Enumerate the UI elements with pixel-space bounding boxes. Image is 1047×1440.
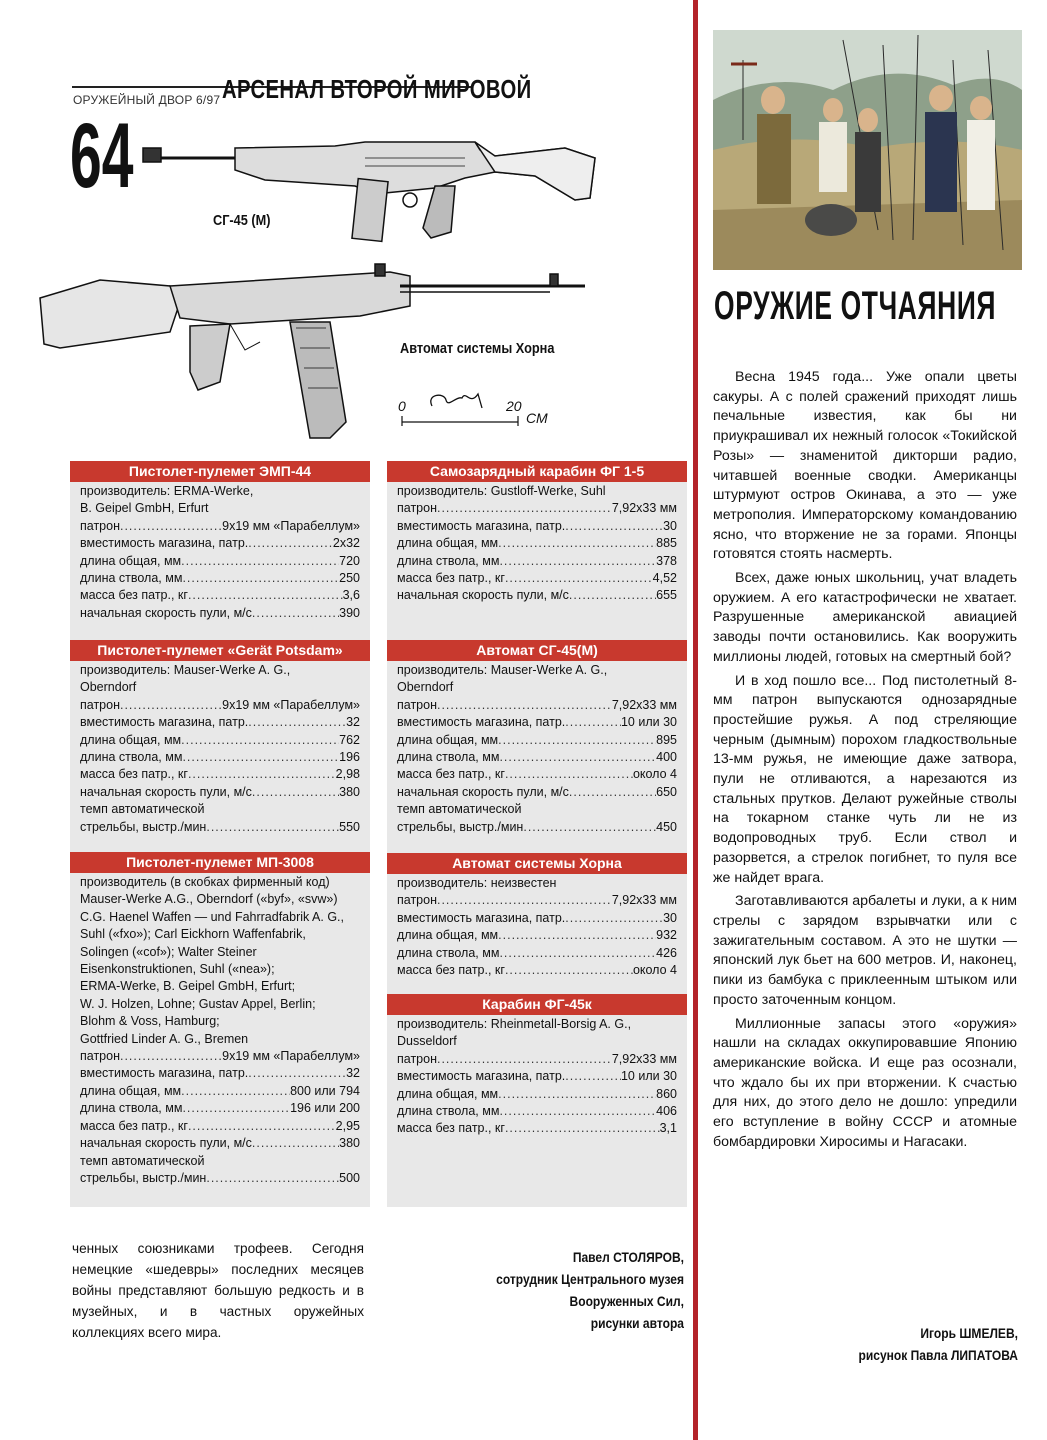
spec-row-value: 895: [656, 732, 677, 747]
scale-zero: 0: [398, 398, 406, 414]
author-credit: рисунок Павла ЛИПАТОВА: [858, 1347, 1018, 1363]
section-title: АРСЕНАЛ ВТОРОЙ МИРОВОЙ: [222, 74, 532, 104]
spec-row-value: 762: [339, 732, 360, 747]
author-name: Игорь ШМЕЛЕВ,: [920, 1325, 1018, 1341]
spec-row-label: масса без патр., кг: [80, 588, 188, 603]
spec-row-label: длина общая, мм: [80, 732, 182, 747]
spec-row-value: 380: [339, 784, 360, 799]
spec-row-value: 7,92x33 мм: [611, 697, 677, 712]
column-divider: [693, 0, 698, 1440]
spec-row-value: 196: [339, 750, 360, 765]
spec-row-label: длина ствола, мм: [80, 1101, 183, 1116]
author-signature-left: [430, 1246, 684, 1334]
spec-row-label: стрельбы, выстр./мин: [80, 819, 207, 834]
spec-row-label: длина общая, мм: [397, 1086, 499, 1101]
spec-row-value: 7,92x33 мм: [611, 501, 677, 516]
spec-line: Eisenkonstruktionen, Suhl («nea»);: [80, 962, 275, 977]
spec-row-value: 10 или 30: [620, 1069, 677, 1084]
spec-row-value: 10 или 30: [620, 715, 677, 730]
spec-line: Oberndorf: [80, 680, 137, 695]
spec-row-value: около 4: [632, 963, 677, 978]
spec-row-value: 7,92x33 мм: [611, 893, 677, 908]
spec-row-value: 500: [339, 1170, 360, 1185]
spec-title: Самозарядный карабин ФГ 1-5: [387, 461, 687, 482]
spec-row-label: начальная скорость пули, м/с: [80, 1136, 252, 1151]
spec-row-label: патрон: [397, 1051, 437, 1066]
spec-row: [80, 587, 360, 604]
author-signature-right: [760, 1322, 1018, 1366]
spec-row-value: 390: [339, 605, 360, 620]
spec-row: [397, 784, 677, 801]
spec-row-value: 860: [656, 1086, 677, 1101]
spec-row-label: длина общая, мм: [397, 928, 499, 943]
spec-title: Пистолет-пулемет ЭМП-44: [70, 461, 370, 482]
spec-line: производитель: Gustloff-Werke, Suhl: [397, 484, 606, 498]
spec-row-label: длина ствола, мм: [80, 750, 183, 765]
author-credit: рисунки автора: [590, 1315, 684, 1331]
spec-row-value: 655: [656, 588, 677, 603]
spec-row-value: 378: [656, 553, 677, 568]
page-number: 64: [70, 105, 134, 207]
spec-row: [397, 1120, 677, 1137]
article-body: [713, 368, 1017, 1156]
spec-row-label: масса без патр., кг: [80, 1118, 188, 1133]
spec-row-label: длина ствола, мм: [397, 553, 500, 568]
spec-line: производитель: неизвестен: [397, 876, 557, 890]
spec-row: [80, 766, 360, 783]
spec-row-label: патрон: [397, 893, 437, 908]
spec-row-label: вместимость магазина, патр.: [397, 1069, 566, 1084]
spec-row-value: 250: [339, 571, 360, 586]
spec-row-label: длина общая, мм: [80, 1083, 182, 1098]
spec-row: [397, 1103, 677, 1120]
spec-title: Автомат СГ-45(М): [387, 640, 687, 661]
spec-row: [80, 1118, 360, 1135]
spec-row-value: 2,98: [335, 767, 360, 782]
spec-row: [80, 1048, 360, 1065]
spec-row: [80, 1170, 360, 1187]
spec-row-label: вместимость магазина, патр.: [397, 715, 566, 730]
spec-row: [397, 945, 677, 962]
spec-row-value: 3,6: [342, 588, 360, 603]
horn-rifle-label: Автомат системы Хорна: [400, 340, 555, 357]
spec-row-value: 4,52: [652, 571, 677, 586]
spec-row: [397, 553, 677, 570]
spec-row-label: вместимость магазина, патр.: [80, 715, 249, 730]
spec-row: [397, 587, 677, 604]
spec-row-label: масса без патр., кг: [397, 963, 505, 978]
spec-row-label: начальная скорость пули, м/с: [397, 784, 569, 799]
spec-row-value: 2,95: [335, 1118, 360, 1133]
author-name: Павел СТОЛЯРОВ,: [572, 1249, 684, 1265]
spec-row: [80, 1100, 360, 1117]
spec-row-value: 885: [656, 536, 677, 551]
spec-line: ERMA-Werke, B. Geipel GmbH, Erfurt;: [80, 979, 296, 994]
spec-row-label: патрон: [80, 1049, 120, 1064]
spec-row-label: длина общая, мм: [397, 732, 499, 747]
spec-row: [80, 1065, 360, 1082]
spec-row-label: длина ствола, мм: [397, 750, 500, 765]
spec-row-value: 932: [656, 928, 677, 943]
spec-line: Oberndorf: [397, 680, 454, 695]
sg45-drawing: [135, 128, 605, 248]
spec-row: [397, 570, 677, 587]
spec-row-value: 9x19 мм «Парабеллум»: [222, 518, 360, 533]
spec-fg15: [387, 461, 687, 607]
spec-row-value: 400: [656, 750, 677, 765]
spec-row-label: начальная скорость пули, м/с: [397, 588, 569, 603]
spec-row-value: 450: [656, 819, 677, 834]
continuation-paragraph: ченных союзниками трофеев. Сегодня немецкие «шедевры» последних месяцев войны представляют большую редкость и в музейных, и в частных оружейных коллекциях всего мира.: [72, 1241, 364, 1340]
article-paragraph: И в ход пошло все... Под пистолетный 8-мм патрон выпускаются однозарядные простейшие ружья. А под стреляющие черным (дымным) порохом гладкоствольные 13-мм ружья, не имеющие даже затвора, пули не отливаются, а нарезаются из стальных прутков. Делают ружейные стволы на токарном станке чуть ли не из водопроводных труб. Если ствол и разорвется, а стрелок погибнет, то пуля все же найдет врага.: [713, 672, 1017, 886]
spec-row-label: патрон: [397, 697, 437, 712]
spec-row: [397, 697, 677, 714]
spec-row-value: 800 или 794: [290, 1083, 360, 1098]
spec-row-label: масса без патр., кг: [397, 571, 505, 586]
spec-horn: [387, 853, 687, 981]
spec-row: [80, 732, 360, 749]
spec-row-label: вместимость магазина, патр.: [397, 518, 566, 533]
spec-row-value: 650: [656, 784, 677, 799]
spec-title: Карабин ФГ-45к: [387, 994, 687, 1015]
spec-row-label: начальная скорость пули, м/с: [80, 784, 252, 799]
spec-row: [397, 1086, 677, 1103]
spec-row-value: 32: [346, 715, 360, 730]
spec-row: [80, 518, 360, 535]
spec-row: [397, 1051, 677, 1068]
spec-row: [80, 749, 360, 766]
spec-row: [397, 910, 677, 927]
spec-row-value: 550: [339, 819, 360, 834]
spec-row-value: 9x19 мм «Парабеллум»: [222, 697, 360, 712]
spec-row: [80, 535, 360, 552]
scale-line: [396, 384, 556, 434]
spec-row-label: патрон: [80, 697, 120, 712]
spec-line: производитель: Rheinmetall-Borsig A. G.,: [397, 1017, 632, 1031]
spec-line: B. Geipel GmbH, Erfurt: [80, 501, 209, 516]
spec-row-value: 32: [346, 1066, 360, 1081]
spec-row-value: 30: [663, 518, 677, 533]
author-title: сотрудник Центрального музея: [496, 1271, 684, 1287]
article-paragraph: Весна 1945 года... Уже опали цветы сакуры. А с полей сражений приходят лишь печальные известия, как бы ни приукрашивал их нежный голосок «Токийской Розы» — знаменитой дикторши радио, читавшей военные сводки. Американцы штурмуют остров Окинава, а это — уже метрополия. Императорскому командованию ясно, что вторжение не за горами. Японцы готовятся стоять насмерть.: [713, 369, 1017, 563]
spec-row: [397, 535, 677, 552]
magazine-issue: ОРУЖЕЙНЫЙ ДВОР 6/97: [73, 93, 221, 107]
spec-row: [397, 714, 677, 731]
spec-mp3008: [70, 852, 370, 1189]
spec-row-value: 426: [656, 945, 677, 960]
spec-row: [80, 553, 360, 570]
spec-line: производитель: Mauser-Werke A. G.,: [397, 663, 608, 677]
spec-line: Suhl («fxo»); Carl Eickhorn Waffenfabrik,: [80, 927, 306, 942]
spec-row: [80, 819, 360, 836]
spec-row: [397, 500, 677, 517]
spec-row: [80, 605, 360, 622]
scale-twenty: 20: [506, 398, 522, 414]
spec-row: [397, 962, 677, 979]
spec-row-value: 720: [339, 553, 360, 568]
spec-row: [80, 697, 360, 714]
spec-row: [397, 1068, 677, 1085]
spec-row: [397, 819, 677, 836]
spec-row-label: длина общая, мм: [80, 553, 182, 568]
spec-row-label: длина ствола, мм: [80, 571, 183, 586]
spec-row-value: 406: [656, 1104, 677, 1119]
spec-row: [397, 518, 677, 535]
spec-row: [80, 1135, 360, 1152]
spec-sg45m: [387, 640, 687, 838]
spec-row: [397, 749, 677, 766]
spec-row: [397, 927, 677, 944]
spec-row-value: 7,92x33 мм: [611, 1051, 677, 1066]
spec-row-label: патрон: [397, 501, 437, 516]
spec-title: Пистолет-пулемет «Gerät Potsdam»: [70, 640, 370, 661]
spec-line: производитель: ERMA-Werke,: [80, 484, 254, 498]
spec-row: [80, 784, 360, 801]
spec-line: Mauser-Werke A.G., Oberndorf («byf», «svw»): [80, 892, 338, 907]
spec-line: темп автоматической: [80, 802, 205, 817]
spec-row-value: около 4: [632, 767, 677, 782]
spec-row: [80, 570, 360, 587]
continuation-text: [72, 1238, 364, 1347]
spec-row-value: 30: [663, 910, 677, 925]
spec-row-value: 3,1: [659, 1121, 677, 1136]
scale-unit: СМ: [526, 410, 548, 426]
spec-row: [397, 732, 677, 749]
spec-row-label: вместимость магазина, патр.: [397, 910, 566, 925]
article-paragraph: Миллионные запасы этого «оружия» нашли на складах оккупировавшие Японию американские войска. И еще раз осознали, что ждало бы их при вторжении. К счастью для них, до этого дело не дошло: упредили его вступление в войну СССР и атомные бомбардировки Хиросимы и Нагасаки.: [713, 1015, 1017, 1150]
spec-row-value: 2x32: [332, 536, 360, 551]
spec-line: производитель (в скобках фирменный код): [80, 875, 330, 889]
spec-row-label: начальная скорость пули, м/с: [80, 605, 252, 620]
spec-row: [397, 892, 677, 909]
spec-row-label: вместимость магазина, патр.: [80, 536, 249, 551]
spec-line: Gottfried Linder A. G., Bremen: [80, 1031, 249, 1046]
article-title: ОРУЖИЕ ОТЧАЯНИЯ: [714, 284, 997, 328]
spec-row-label: длина ствола, мм: [397, 945, 500, 960]
spec-row: [80, 1083, 360, 1100]
painting-illustration: [713, 30, 1022, 270]
spec-row-label: вместимость магазина, патр.: [80, 1066, 249, 1081]
spec-line: Solingen («cof»); Walter Steiner: [80, 944, 257, 959]
spec-row: [80, 714, 360, 731]
spec-line: темп автоматической: [397, 802, 522, 817]
spec-line: W. J. Holzen, Lohne; Gustav Appel, Berlin;: [80, 996, 316, 1011]
spec-gerat-potsdam: [70, 640, 370, 838]
spec-row: [397, 766, 677, 783]
spec-emp44: [70, 461, 370, 624]
article-paragraph: Заготавливаются арбалеты и луки, а к ним стрелы с зарядом взрывчатки или с зажигательным составом. А это не шутки — японский лук бьет на 600 метров. И, наконец, пики из бамбука с приклеенным штыком или просто заточенным концом.: [713, 893, 1017, 1008]
spec-row-label: длина ствола, мм: [397, 1104, 500, 1119]
spec-row-label: патрон: [80, 518, 120, 533]
article-paragraph: Всех, даже юных школьниц, учат владеть оружием. А его катастрофически не хватает. Разрушенные американской авиацией заводы почти остановились. Как вооружить миллионы людей, готовых на смертный бой?: [713, 570, 1017, 665]
spec-row-label: масса без патр., кг: [80, 767, 188, 782]
spec-line: Blohm & Voss, Hamburg;: [80, 1014, 220, 1029]
spec-fg45k: [387, 994, 687, 1140]
spec-row-label: масса без патр., кг: [397, 767, 505, 782]
spec-row-label: стрельбы, выстр./мин: [397, 819, 524, 834]
spec-row-label: стрельбы, выстр./мин: [80, 1170, 207, 1185]
spec-line: C.G. Haenel Waffen — und Fahrradfabrik A. G.,: [80, 909, 345, 924]
author-title: Вооруженных Сил,: [569, 1293, 684, 1309]
sg45-label: СГ-45 (М): [213, 212, 271, 229]
spec-row-label: длина общая, мм: [397, 536, 499, 551]
spec-title: Пистолет-пулемет МП-3008: [70, 852, 370, 873]
spec-row-value: 380: [339, 1136, 360, 1151]
spec-title: Автомат системы Хорна: [387, 853, 687, 874]
spec-row-value: 196 или 200: [290, 1101, 360, 1116]
spec-line: темп автоматической: [80, 1153, 205, 1168]
spec-line: производитель: Mauser-Werke A. G.,: [80, 663, 291, 677]
spec-row-value: 9x19 мм «Парабеллум»: [222, 1049, 360, 1064]
scale-bar: [396, 384, 556, 434]
spec-row-label: масса без патр., кг: [397, 1121, 505, 1136]
spec-line: Dusseldorf: [397, 1034, 457, 1049]
